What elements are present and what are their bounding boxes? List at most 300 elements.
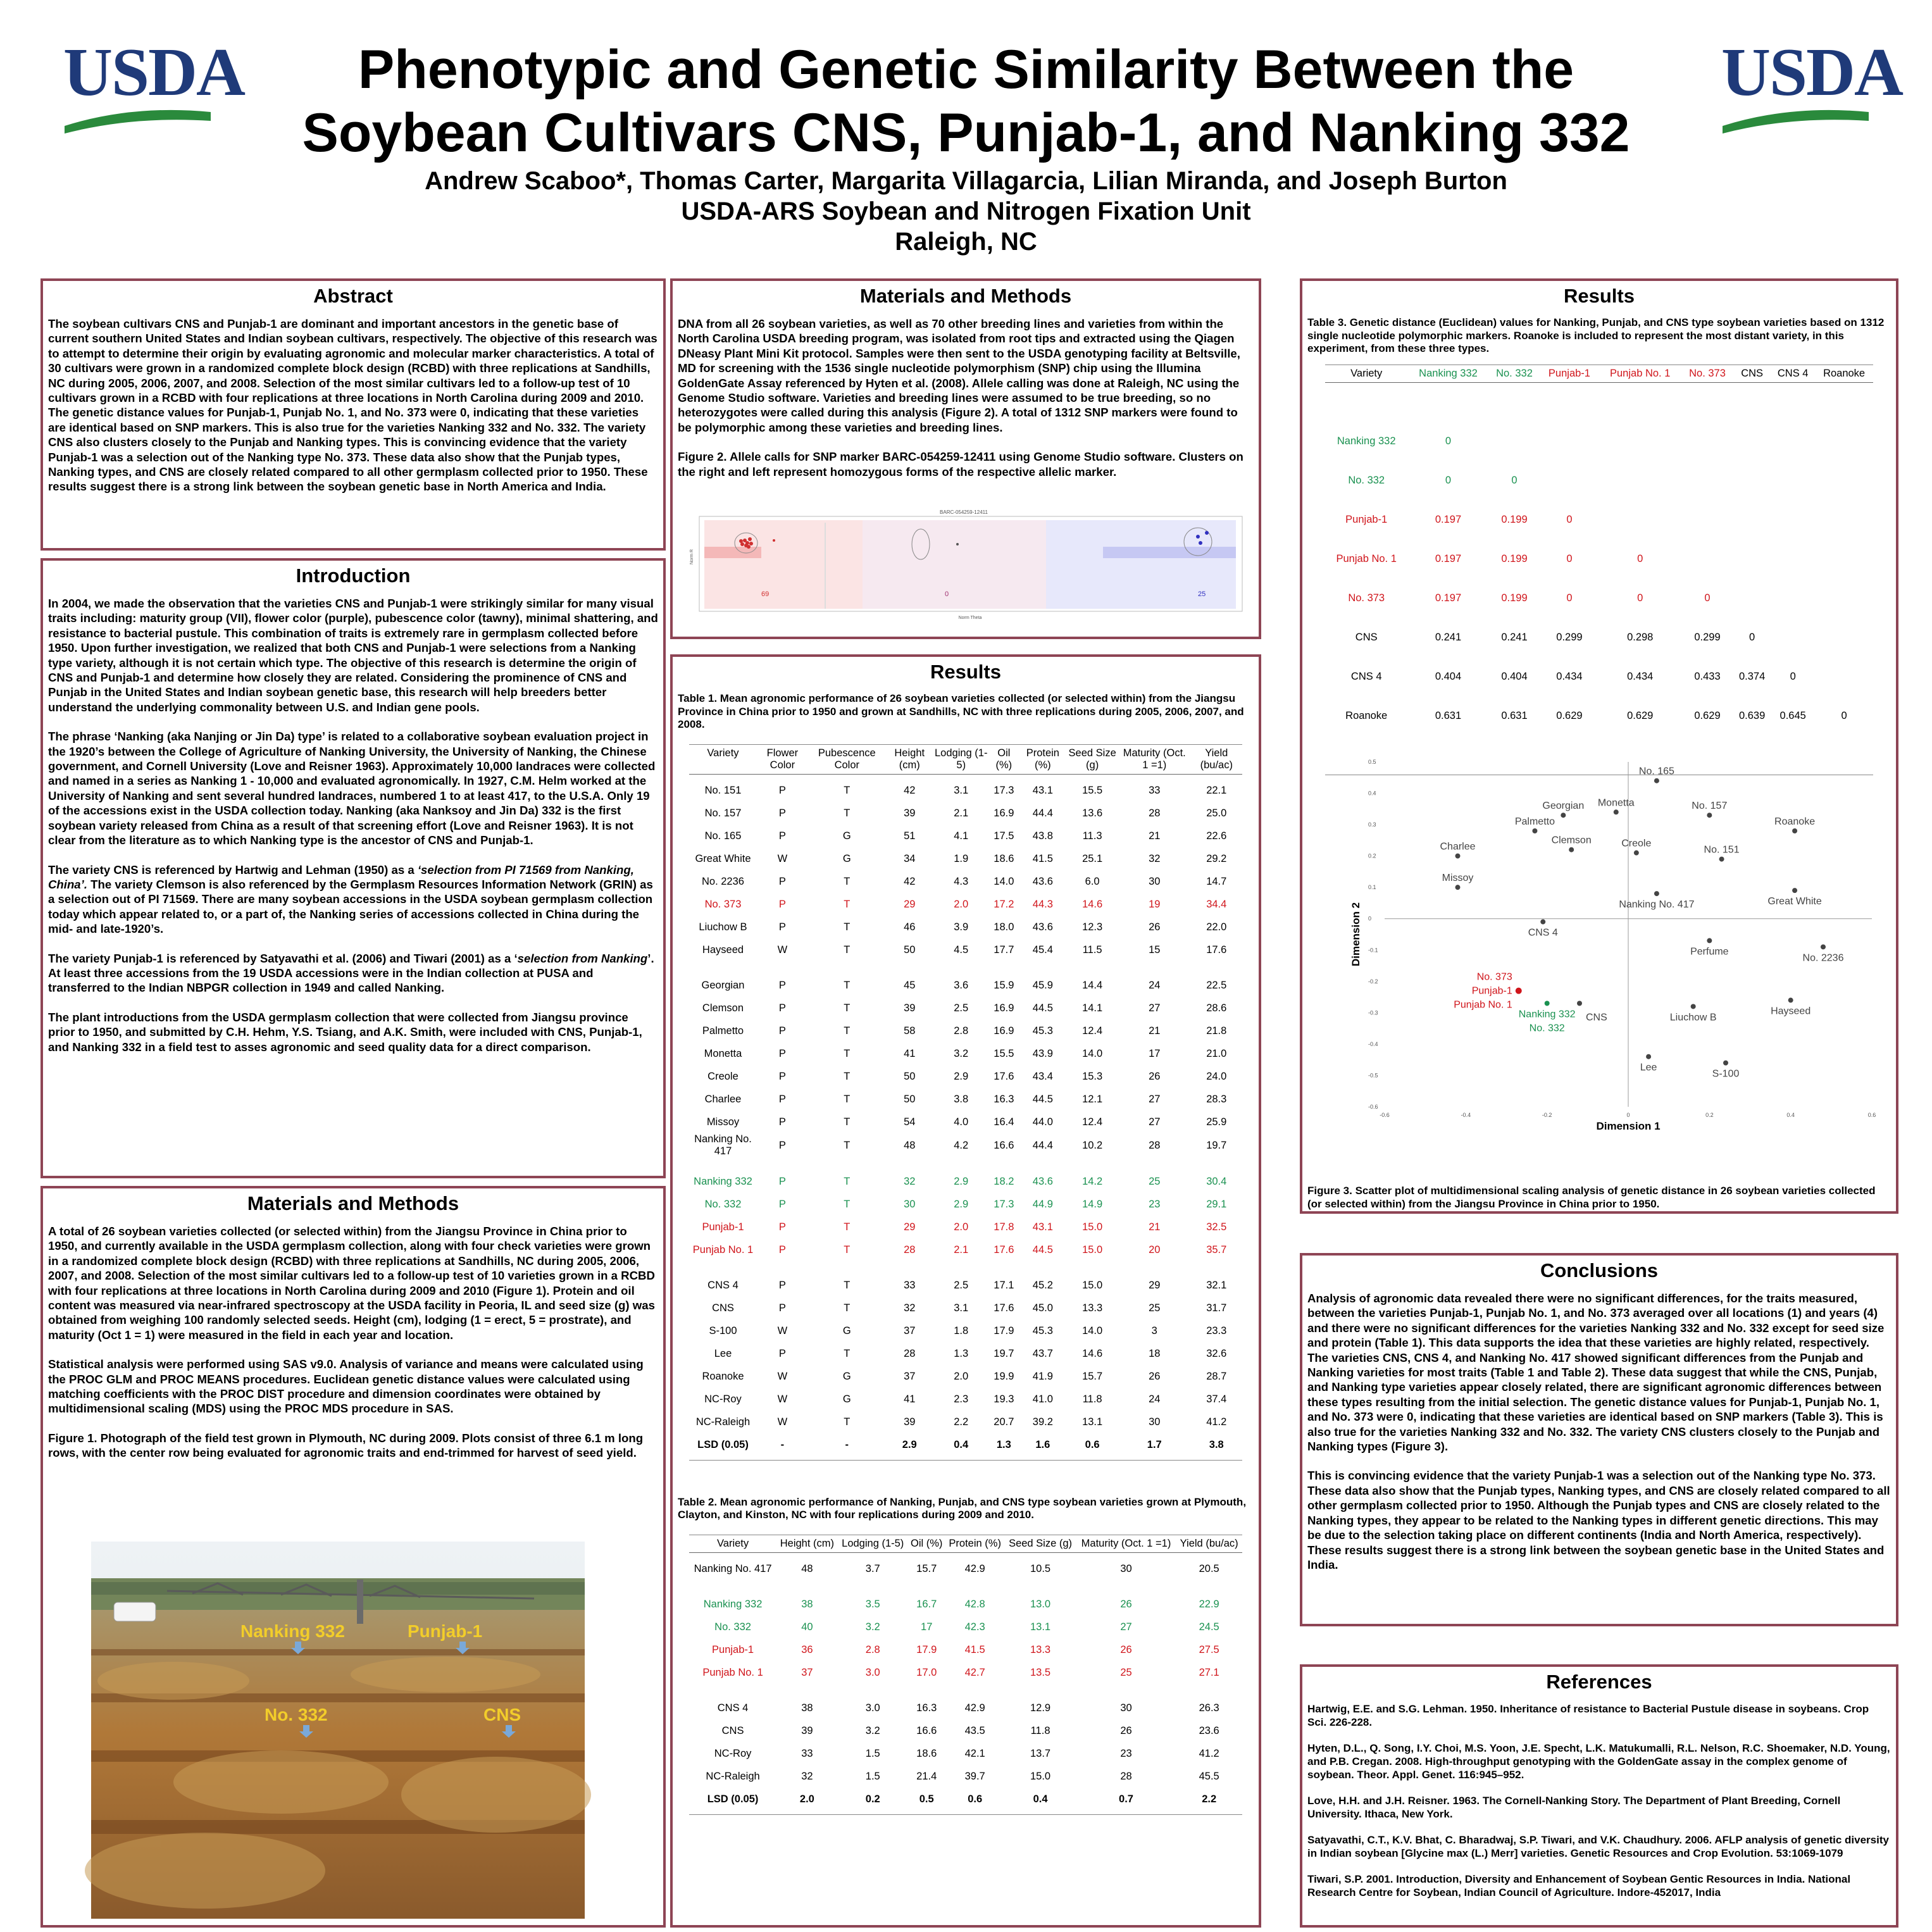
table-cell: 39	[904, 1416, 916, 1428]
table-cell: 0	[1637, 592, 1643, 604]
data-point	[1654, 891, 1659, 896]
table-cell: 12.9	[1030, 1702, 1051, 1714]
table-cell: 10.5	[1030, 1562, 1051, 1574]
y-tick-label: -0.4	[1368, 1040, 1378, 1047]
column-header: Yield (bu/ac)	[1176, 1535, 1242, 1552]
table-cell: P	[778, 1002, 786, 1014]
table-row	[1325, 578, 1874, 618]
y-tick-label: 0.4	[1368, 790, 1376, 797]
photo-label-punjab-1: Punjab-1	[408, 1621, 483, 1641]
table-cell: 14.1	[1082, 1002, 1103, 1014]
table-cell: 19.9	[994, 1370, 1014, 1382]
results-heading: Results	[930, 661, 1001, 683]
table-cell: W	[777, 1416, 788, 1428]
table-cell: 44.4	[1032, 807, 1053, 819]
table-cell: G	[842, 1393, 851, 1405]
table-cell: Hayseed	[702, 944, 744, 956]
data-point	[1545, 1001, 1550, 1006]
point-label: Nanking 332	[1518, 1009, 1576, 1020]
table-cell: 2.0	[954, 1221, 969, 1233]
table-cell: 41	[904, 1047, 916, 1059]
point-label: Monetta	[1597, 797, 1635, 809]
poster-title	[190, 38, 1742, 165]
table-cell: T	[844, 1302, 851, 1314]
table-cell: P	[778, 1025, 786, 1037]
table-cell: 39	[904, 807, 916, 819]
table-cell: 25	[1120, 1666, 1132, 1678]
table-cell: Punjab-1	[702, 1221, 744, 1233]
data-point	[1723, 1061, 1728, 1066]
column-header: No. 373	[1681, 365, 1733, 382]
table-cell: Palmetto	[702, 1025, 744, 1037]
table-cell: 43.7	[1032, 1347, 1053, 1359]
table-cell: G	[842, 1324, 851, 1337]
spacer-cell	[689, 774, 1242, 779]
data-point	[1654, 778, 1659, 783]
table-cell: 24.5	[1199, 1621, 1219, 1633]
y-tick-label: -0.2	[1368, 978, 1378, 985]
table-cell: CNS 4	[717, 1702, 749, 1714]
table-cell: 41.5	[964, 1643, 985, 1655]
table-cell: 26	[1120, 1643, 1132, 1655]
data-point	[1691, 1004, 1696, 1009]
table-cell: 38	[801, 1702, 813, 1714]
table-row	[689, 1661, 1242, 1684]
table-cell: 10.2	[1082, 1139, 1103, 1151]
table-cell: 0.639	[1738, 709, 1766, 721]
table-cell: LSD (0.05)	[697, 1438, 749, 1450]
abstract-text: The soybean cultivars CNS and Punjab-1 are dominant and important ancestors in the genetic base of current southern United States and Indian soybean cultivars, respectively. The objective of this research was to attempt to determine their origin by evaluating agronomic and molecular marker characteristics. A total of 30 cultivars were grown in a randomized complete block design (RCBD) with three replications at Sandhills, NC during 2005, 2006, 2007, and 2008. Selection of the most similar cultivars led to a follow-up test of 10 cultivars grown in a RCBD with four replications at three locations in North Carolina during 2009 and 2010. The genetic distance values for Punjab-1, Punjab No. 1, and No. 373 were 0, indicating that these varieties are identical based on SNP markers. This is also true for the varieties Nanking 332 and No. 332. The variety CNS also clusters closely to the Punjab and Nanking types. This is convincing evidence that the variety Punjab-1 was a selection out of the Nanking type No. 373. These data also show that the Punjab types, Nanking types, and CNS are closely related compared to all other germplasm collected prior to 1950. These results suggest there is a strong link between the soybean genetic base in North America and India.	[48, 317, 658, 494]
results-heading: Results	[1564, 285, 1635, 307]
table-cell: 2.9	[954, 1198, 969, 1210]
methods-heading: Materials and Methods	[247, 1192, 459, 1214]
table-cell: 44.0	[1032, 1116, 1053, 1128]
table-cell: 0.629	[1556, 709, 1583, 721]
table-row	[1325, 461, 1874, 500]
table-row	[689, 1593, 1242, 1616]
table-cell: W	[777, 852, 788, 864]
table-cell: 0	[1749, 631, 1755, 643]
table-cell: 17.8	[994, 1221, 1014, 1233]
table-cell: 0.4	[1033, 1793, 1048, 1805]
table-cell: 0.374	[1738, 670, 1766, 682]
table-cell: 51	[904, 830, 916, 842]
table-cell: 16.3	[994, 1093, 1014, 1105]
table-cell: 44.5	[1032, 1243, 1053, 1256]
table-cell: 1.3	[996, 1438, 1011, 1450]
table-cell	[1815, 421, 1873, 461]
data-point	[1455, 885, 1461, 890]
data-point	[1634, 851, 1639, 856]
table-cell: 17.6	[994, 1243, 1014, 1256]
table-cell: 17.1	[994, 1279, 1014, 1291]
table-cell: 38	[801, 1598, 813, 1610]
table-cell: T	[844, 1198, 851, 1210]
table-cell: 0	[1790, 670, 1796, 682]
usda-logo-text: USDA	[1721, 35, 1903, 110]
table-cell: 43.5	[964, 1724, 985, 1736]
table-cell: 19.7	[994, 1347, 1014, 1359]
table-cell: 3.1	[954, 1302, 969, 1314]
table-cell: 17.6	[994, 1302, 1014, 1314]
table-cell: T	[844, 807, 851, 819]
table-cell: 0.299	[1556, 631, 1583, 643]
table-cell: 29.2	[1206, 852, 1227, 864]
table-cell: 21	[1149, 1025, 1161, 1037]
table-row	[689, 1742, 1242, 1765]
table-cell: No. 151	[704, 784, 742, 796]
table-cell: CNS 4	[707, 1279, 739, 1291]
table-cell: T	[844, 898, 851, 910]
table-cell: 22.0	[1206, 921, 1227, 933]
table-cell: 13.7	[1030, 1747, 1051, 1759]
table-cell: 0.645	[1779, 709, 1806, 721]
column-header: Height (cm)	[776, 1535, 838, 1552]
table-body	[689, 774, 1242, 1460]
table-cell: 27	[1149, 1002, 1161, 1014]
table-cell: CNS	[1355, 631, 1378, 643]
text-run: ’. At least three accessions from the 19 USDA accessions were in the Indian collection at PUSA and transferred to the Indian NBPGR collection in 1949 and called Nanking.	[48, 951, 654, 995]
data-point	[1788, 998, 1793, 1003]
figure-2-cluster-plot	[690, 508, 1242, 621]
table-cell: LSD (0.05)	[707, 1793, 759, 1805]
table-row	[689, 1616, 1242, 1638]
table-cell: 19	[1149, 898, 1161, 910]
table-cell: 4.3	[954, 875, 969, 887]
table-cell: CNS	[721, 1724, 744, 1736]
table-cell: Clemson	[702, 1002, 744, 1014]
table-cell: 17	[1149, 1047, 1161, 1059]
table-cell: 32	[904, 1175, 916, 1187]
introduction-panel	[41, 558, 666, 1178]
table-cell: 48	[801, 1562, 813, 1574]
table-3	[1325, 365, 1874, 775]
table-cell: 28.6	[1206, 1002, 1227, 1014]
table-cell: NC-Roy	[714, 1747, 752, 1759]
point-label: Great White	[1767, 896, 1822, 907]
table-cell: T	[844, 784, 851, 796]
table-cell	[1681, 539, 1733, 578]
table-cell: 2.2	[954, 1416, 969, 1428]
table-cell: 2.9	[902, 1438, 917, 1450]
table-cell: 11.8	[1082, 1393, 1102, 1405]
table-cell: 18.2	[994, 1175, 1014, 1187]
conclusions-paragraph: Analysis of agronomic data revealed there were no significant differences, for the traits measured, between the varieties Punjab-1, Punjab No. 1, and No. 373 averaged over all locations (1) and years (4) and there were no significant differences for the varieties Nanking 332 and No. 332 except for seed size and protein (Table 1). This data supports the idea that these varieties are highly related, respectively. The varieties CNS, CNS 4, and Nanking No. 417 showed significant differences from the Punjab and Nanking varieties for most traits (Table 1 and Table 2). These data suggest that while the CNS, Punjab, and Nanking type varieties appear closely related, there are significant agronomic differences between these types resulting from the initial selection. The genetic distance values for Punjab-1, Punjab No. 1, and No. 373 were 0, indicating that these varieties are identical based on SNP markers (Table 3). This is also true for the varieties Nanking 332 and No. 332. The variety CNS clusters closely to the Punjab and Nanking types (Figure 3).	[1307, 1292, 1885, 1454]
point-label: CNS 4	[1528, 927, 1558, 938]
table-cell: 14.4	[1082, 979, 1103, 991]
table-cell: 0.5	[919, 1793, 934, 1805]
table-cell: P	[778, 1279, 786, 1291]
table-cell	[1733, 461, 1771, 500]
x-tick-label: -0.2	[1542, 1112, 1552, 1118]
table-cell: 21.0	[1206, 1047, 1227, 1059]
column-header: Lodging (1-5)	[838, 1535, 908, 1552]
table-cell: 0	[1511, 474, 1518, 486]
table-cell: 42.3	[964, 1621, 985, 1633]
table-row	[689, 997, 1242, 1019]
column-header: Flower Color	[757, 744, 808, 774]
table-cell	[1815, 578, 1873, 618]
x-tick-label: 0.2	[1705, 1112, 1714, 1118]
table-cell: W	[777, 1393, 788, 1405]
table-cell: Roanoke	[702, 1370, 744, 1382]
column-header: No. 332	[1488, 365, 1540, 382]
table-cell: 45.4	[1032, 944, 1053, 956]
table-cell: 23.6	[1199, 1724, 1219, 1736]
table-cell	[1488, 421, 1540, 461]
table-cell: P	[778, 1243, 786, 1256]
point-label: No. 157	[1692, 801, 1728, 812]
title-line-1: Phenotypic and Genetic Similarity Between the	[358, 39, 1574, 100]
table-cell: T	[844, 921, 851, 933]
table-cell: 30	[1149, 1416, 1161, 1428]
table-cell: 29	[904, 898, 916, 910]
table-cell: 32	[1149, 852, 1161, 864]
table-cell: 13.3	[1082, 1302, 1103, 1314]
table-cell: 0.631	[1435, 709, 1462, 721]
table-cell: 4.1	[954, 830, 969, 842]
table-cell: Missoy	[706, 1116, 740, 1128]
table-cell: -	[780, 1438, 785, 1450]
table-cell: 12.3	[1082, 921, 1103, 933]
table-row	[1325, 421, 1874, 461]
table-cell: 44.5	[1032, 1093, 1053, 1105]
table-cell: 42.9	[964, 1702, 985, 1714]
table-cell: 32.1	[1206, 1279, 1227, 1291]
table-cell: T	[844, 1243, 851, 1256]
table-cell: 3.0	[865, 1702, 880, 1714]
table-2	[689, 1535, 1242, 1815]
methods-paragraph: Statistical analysis were performed using SAS v9.0. Analysis of variance and means were calculated using the PROC GLM and PROC MEANS procedures. Euclidean genetic distance values were calculated using matching coefficients with the PROC DIST procedure and dimension coordinates were obtained by multidimensional scaling (MDS) using the PROC MDS procedure in SAS.	[48, 1357, 644, 1416]
column-header: CNS	[1733, 365, 1771, 382]
column-header: Punjab No. 1	[1599, 365, 1681, 382]
point-label: Clemson	[1551, 835, 1592, 846]
table-row	[689, 1433, 1242, 1456]
data-point	[1540, 919, 1545, 925]
table-row	[689, 1319, 1242, 1342]
point-label: No. 151	[1704, 844, 1740, 856]
conclusions-heading: Conclusions	[1540, 1259, 1658, 1281]
table-cell: 32	[801, 1770, 813, 1782]
table-cell: 14.0	[994, 875, 1014, 887]
table-cell: 12.4	[1082, 1025, 1103, 1037]
point-label: Hayseed	[1771, 1006, 1811, 1017]
table-cell: 22.1	[1206, 784, 1227, 796]
table-cell: 17.2	[994, 898, 1014, 910]
table-cell: NC-Raleigh	[706, 1770, 760, 1782]
table-cell	[1733, 578, 1771, 618]
table-cell: 25.0	[1206, 807, 1227, 819]
spacer-cell	[689, 1456, 1242, 1460]
table-cell: No. 332	[1348, 474, 1385, 486]
point-label: No. 332	[1529, 1023, 1565, 1034]
table-cell: 41.5	[1032, 852, 1053, 864]
location: Raleigh, NC	[895, 228, 1037, 256]
data-point	[1569, 847, 1574, 852]
table-cell: 44.3	[1032, 898, 1053, 910]
table-cell: 0	[1445, 474, 1452, 486]
table-cell: 15.9	[994, 979, 1014, 991]
table-cell: 58	[904, 1025, 916, 1037]
table-cell: 0.404	[1435, 670, 1462, 682]
reference-item: Hyten, D.L., Q. Song, I.Y. Choi, M.S. Yoon, J.E. Specht, L.K. Matukumalli, R.L. Nelson, R.C. Shoemaker, N.D. Young, and P.B. Cregan. 2008. High-throughput genotyping with the GoldenGate assay in the complex genome of soybean. Theor. Appl. Genet. 116:945–952.	[1307, 1742, 1890, 1781]
usda-logo-swoosh	[1721, 107, 1870, 137]
table-row	[689, 1365, 1242, 1388]
table-cell: Monetta	[704, 1047, 742, 1059]
figure-3-caption: Figure 3. Scatter plot of multidimensional scaling analysis of genetic distance in 26 soybean varieties collected (or selected within) from the Jiangsu Province in China prior to 1950.	[1307, 1185, 1876, 1210]
table-cell: 24	[1149, 1393, 1161, 1405]
table-cell: 0	[1566, 513, 1573, 525]
table-cell: 18.6	[916, 1747, 937, 1759]
data-point	[1561, 813, 1566, 818]
reference-item: Love, H.H. and J.H. Reisner. 1963. The Cornell-Nanking Story. The Department of Plant Breeding, Cornell University. Ithaca, New York.	[1307, 1795, 1841, 1820]
table-cell: P	[778, 1116, 786, 1128]
usda-logo-text: USDA	[63, 35, 245, 110]
table-cell: 15.0	[1030, 1770, 1051, 1782]
table-cell: T	[844, 1093, 851, 1105]
table-cell: 43.9	[1032, 1047, 1053, 1059]
table-cell: P	[778, 807, 786, 819]
table-cell: 32.5	[1206, 1221, 1227, 1233]
table-cell: 21	[1149, 1221, 1161, 1233]
table-cell: 2.9	[954, 1175, 969, 1187]
table-cell: P	[778, 1070, 786, 1082]
data-point	[1455, 854, 1461, 859]
table-cell: Liuchow B	[699, 921, 747, 933]
table-cell: No. 157	[704, 807, 742, 819]
table-cell: 26	[1149, 921, 1161, 933]
methods-paragraph: DNA from all 26 soybean varieties, as well as 70 other breeding lines and varieties from within the North Carolina USDA breeding program, was isolated from root tips and extracted using the Qiagen DNeasy Plant Mini Kit protocol. Samples were then sent to the USDA genotyping facility at Beltsville, MD for screening with the 1536 single nucleotide polymorphism (SNP) chip using the Illumina GoldenGate Assay referenced by Hyten et al. (2008). Allele calling was done at Raleigh, NC using the Genome Studio software. Varieties and breeding lines were assumed to be true breeding, so no heterozygotes were called during this analysis (Figure 2). A total of 1312 SNP markers were found to be polymorphic among these varieties and breeding lines.	[678, 317, 1240, 434]
point-label: Missoy	[1442, 873, 1474, 884]
poster-header	[0, 0, 1932, 266]
table-row	[1325, 618, 1874, 657]
row-spacer	[689, 1456, 1242, 1460]
table-cell: 28	[1149, 1139, 1161, 1151]
photo-label-nanking-332: Nanking 332	[240, 1621, 345, 1641]
italic-quote: ‘selection from PI 71569 from Nanking, China’.	[48, 863, 634, 891]
column-header: CNS 4	[1771, 365, 1815, 382]
column-header: Variety	[1325, 365, 1408, 382]
table-cell: 0	[1566, 592, 1573, 604]
table-cell: 41.9	[1032, 1370, 1053, 1382]
table-cell: 30	[904, 1198, 916, 1210]
reference-item: Satyavathi, C.T., K.V. Bhat, C. Bharadwaj, S.P. Tiwari, and V.K. Chaudhury. 2006. AFLP analysis of genetic diversity in Indian soybean [Glycine max (L.) Merr] varieties. Genetic Resources and Crop Evolution. 53:1069-1079	[1307, 1834, 1889, 1859]
table-cell: 16.9	[994, 807, 1014, 819]
column-header: Pubescence Color	[808, 744, 886, 774]
table-cell: 0.199	[1501, 592, 1528, 604]
table-row	[689, 1297, 1242, 1319]
table-cell: 12.1	[1082, 1093, 1103, 1105]
table-row	[689, 870, 1242, 893]
table-cell: 30.4	[1206, 1175, 1227, 1187]
table-row	[689, 916, 1242, 938]
table-cell: 42	[904, 875, 916, 887]
table-row	[689, 847, 1242, 870]
table-row	[689, 1216, 1242, 1238]
y-tick-label: -0.3	[1368, 1009, 1378, 1016]
table-cell: 17.9	[994, 1324, 1014, 1337]
methods-panel-middle	[670, 278, 1261, 639]
table-cell: 36	[801, 1643, 813, 1655]
table-cell: No. 332	[714, 1621, 751, 1633]
y-tick-label: -0.1	[1368, 947, 1378, 954]
table-cell: 23	[1149, 1198, 1161, 1210]
table-cell: 54	[904, 1116, 916, 1128]
x-tick-label: 0.4	[1786, 1112, 1795, 1118]
spacer-cell	[689, 1552, 1242, 1557]
table-row	[689, 1342, 1242, 1365]
figure-2-caption: Figure 2. Allele calls for SNP marker BARC-054259-12411 using Genome Studio software. Clusters on the right and left represent homozygous forms of the respective allelic marker.	[678, 450, 1243, 478]
table-cell: 50	[904, 1093, 916, 1105]
table-row	[689, 1111, 1242, 1133]
point-label: Punjab No. 1	[1454, 999, 1512, 1011]
table-cell: 28.7	[1206, 1370, 1227, 1382]
table-cell: 11.8	[1030, 1724, 1050, 1736]
affiliation: USDA-ARS Soybean and Nitrogen Fixation Unit	[681, 197, 1251, 225]
table-cell: P	[778, 1221, 786, 1233]
table-cell	[1771, 618, 1815, 657]
table-cell: 33	[904, 1279, 916, 1291]
table-cell: T	[844, 944, 851, 956]
table-row	[689, 1697, 1242, 1719]
methods-paragraph: A total of 26 soybean varieties collected (or selected within) from the Jiangsu Province in China prior to 1950, and currently available in the USDA germplasm collection, along with four check varieties were grown in a randomized complete block design (RCBD) with three replications at Sandhills, NC during 2005, 2006, 2007, and 2008. Selection of the most similar cultivars led to a follow-up test of 10 varieties grown in a RCBD with four replications at three locations in North Carolina during 2009 and 2010 (Figure 1). Protein and oil content was measured via near-infrared spectroscopy at the USDA facility in Peoria, IL and seed size (g) was obtained from weighing 100 randomly selected seeds. Height (cm), lodging (1 = erect, 5 = prostrate), and maturity (Oct 1 = 1) were measured in the field in each year and location.	[48, 1225, 655, 1342]
abstract-heading: Abstract	[313, 285, 393, 307]
methods-body	[48, 1224, 658, 1461]
table-cell: 13.3	[1030, 1643, 1051, 1655]
table-cell: T	[844, 1221, 851, 1233]
table-cell: P	[778, 1347, 786, 1359]
row-spacer	[689, 1580, 1242, 1593]
table-cell: G	[842, 830, 851, 842]
table-cell: 3.8	[1209, 1438, 1224, 1450]
column-header: Seed Size (g)	[1067, 744, 1118, 774]
table-cell: 27	[1120, 1621, 1132, 1633]
table-cell	[1815, 657, 1873, 696]
table-cell: 39	[801, 1724, 813, 1736]
table-cell: 0.199	[1501, 513, 1528, 525]
column-header: Seed Size (g)	[1005, 1535, 1076, 1552]
table-cell	[1540, 421, 1599, 461]
table-cell: 34	[904, 852, 916, 864]
table-cell: 42.1	[964, 1747, 985, 1759]
table-1	[689, 744, 1242, 1461]
table-cell: 0.629	[1627, 709, 1654, 721]
table-cell: 37	[904, 1324, 916, 1337]
reference-item: Tiwari, S.P. 2001. Introduction, Diversity and Enhancement of Soybean Gentic Resources in India. National Research Centre for Soybean, Indian Council of Agriculture. Indore-452017, India	[1307, 1873, 1851, 1898]
table-cell: T	[844, 1139, 851, 1151]
table-row	[689, 825, 1242, 847]
table-cell: 17.6	[994, 1070, 1014, 1082]
spacer-cell	[689, 1684, 1242, 1697]
table-cell: 30	[1149, 875, 1161, 887]
table-row	[689, 1274, 1242, 1297]
table-cell: 27.1	[1199, 1666, 1219, 1678]
table-cell: 0	[1637, 552, 1643, 564]
table-row	[1325, 657, 1874, 696]
data-point	[1707, 813, 1712, 818]
table-cell: 0.4	[954, 1438, 969, 1450]
table-cell: CNS	[712, 1302, 734, 1314]
table-cell: 14.7	[1206, 875, 1227, 887]
table-cell: 2.2	[1202, 1793, 1217, 1805]
conclusions-body	[1307, 1291, 1891, 1572]
table-cell	[1681, 461, 1733, 500]
table-cell: 27	[1149, 1093, 1161, 1105]
table-cell: G	[842, 852, 851, 864]
table-cell: 39.2	[1032, 1416, 1053, 1428]
table-cell: T	[844, 1025, 851, 1037]
table-cell: Roanoke	[1345, 709, 1388, 721]
